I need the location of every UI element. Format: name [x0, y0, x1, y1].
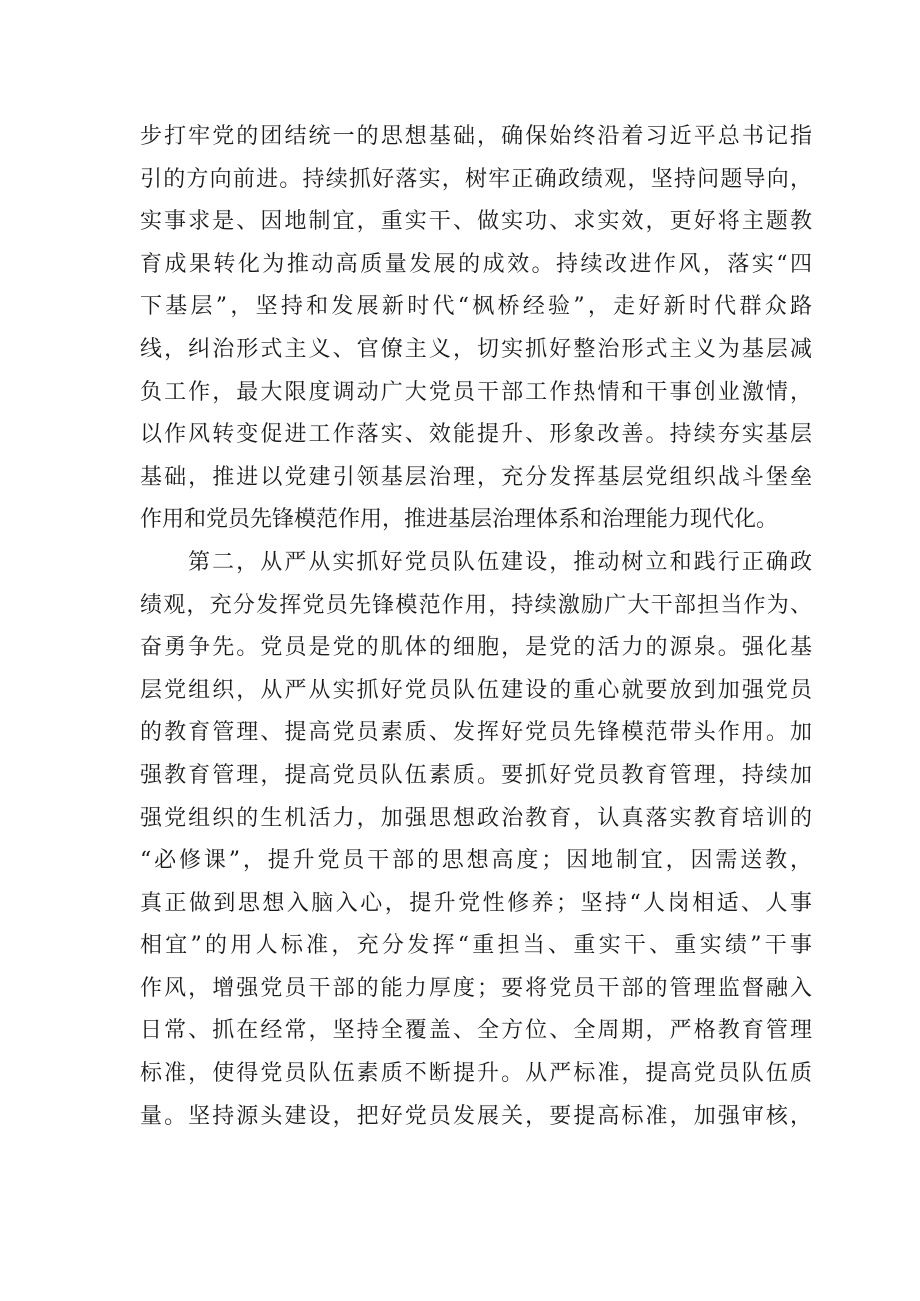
text-line: 层党组织，从严从实抓好党员队伍建设的重心就要放到加强党员	[140, 677, 812, 703]
text-line: 负工作，最大限度调动广大党员干部工作热情和干事创业激情，	[140, 379, 812, 405]
text-line: 下基层”，坚持和发展新时代“枫桥经验”，走好新时代群众路	[140, 294, 812, 320]
text-line: 线，纠治形式主义、官僚主义，切实抓好整治形式主义为基层减	[140, 336, 812, 362]
text-line: 日常、抓在经常，坚持全覆盖、全方位、全周期，严格教育管理	[140, 1018, 812, 1044]
body-text	[140, 116, 812, 1138]
text-line: 步打牢党的团结统一的思想基础，确保始终沿着习近平总书记指	[140, 124, 812, 149]
text-line: 以作风转变促进工作落实、效能提升、形象改善。持续夯实基层	[140, 422, 812, 448]
text-line: 基础，推进以党建引领基层治理，充分发挥基层党组织战斗堡垒	[140, 464, 812, 490]
text-line: 的教育管理、提高党员素质、发挥好党员先锋模范带头作用。加	[140, 720, 812, 746]
text-line: 真正做到思想入脑入心，提升党性修养；坚持“人岗相适、人事	[140, 890, 812, 916]
text-line: 实事求是、因地制宜，重实干、做实功、求实效，更好将主题教	[140, 209, 812, 235]
text-line: 奋勇争先。党员是党的肌体的细胞，是党的活力的源泉。强化基	[140, 635, 812, 661]
text-line: 绩观，充分发挥党员先锋模范作用，持续激励广大干部担当作为、	[140, 592, 812, 618]
text-line: “必修课”，提升党员干部的思想高度；因地制宜，因需送教，	[140, 848, 812, 874]
text-line: 相宜”的用人标准，充分发挥“重担当、重实干、重实绩”干事	[140, 933, 812, 959]
text-line: 作风，增强党员干部的能力厚度；要将党员干部的管理监督融入	[140, 975, 812, 1001]
text-line: 作用和党员先锋模范作用，推进基层治理体系和治理能力现代化。	[140, 507, 779, 533]
text-line: 量。坚持源头建设，把好党员发展关，要提高标准，加强审核，	[140, 1103, 812, 1129]
paragraph-2	[140, 542, 812, 1138]
text-line: 第二，从严从实抓好党员队伍建设，推动树立和践行正确政	[188, 549, 812, 575]
text-line: 引的方向前进。持续抓好落实，树牢正确政绩观，坚持问题导向，	[140, 166, 812, 192]
text-line: 强教育管理，提高党员队伍素质。要抓好党员教育管理，持续加	[140, 762, 812, 788]
text-line: 强党组织的生机活力，加强思想政治教育，认真落实教育培训的	[140, 805, 812, 831]
text-line: 育成果转化为推动高质量发展的成效。持续改进作风，落实“四	[140, 251, 812, 277]
text-line: 标准，使得党员队伍素质不断提升。从严标准，提高党员队伍质	[140, 1061, 812, 1087]
paragraph-1	[140, 116, 812, 542]
